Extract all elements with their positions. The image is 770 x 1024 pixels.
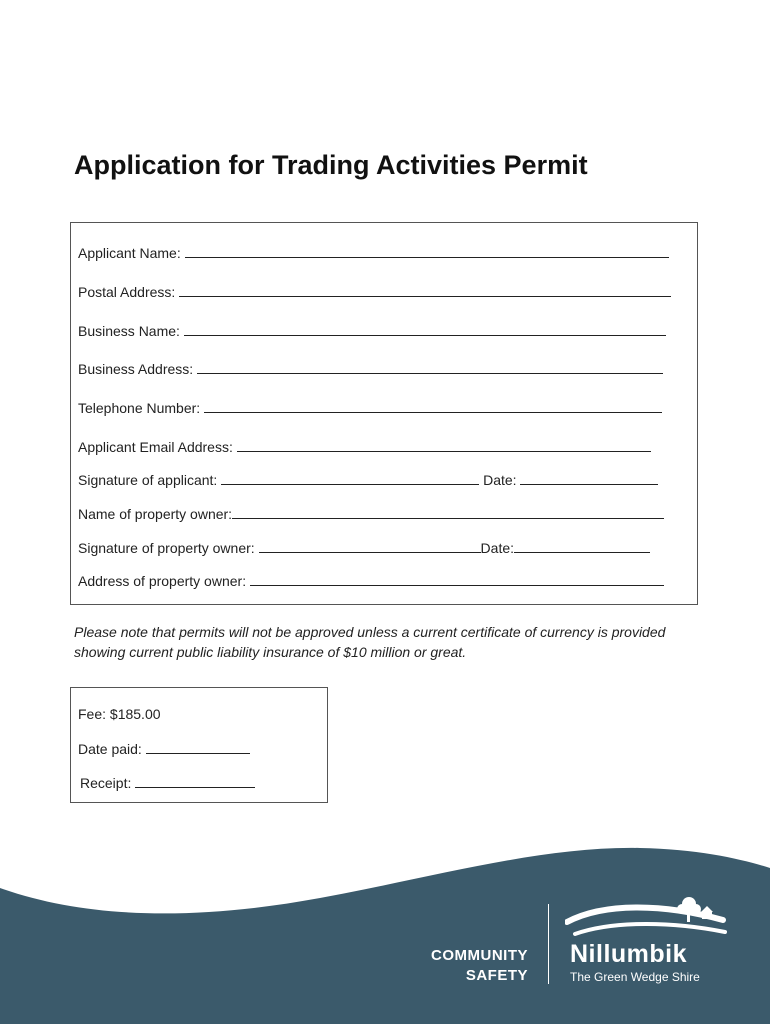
business-address-field[interactable]: Business Address: <box>78 359 663 377</box>
community-label: COMMUNITY <box>431 947 528 964</box>
telephone-number-line[interactable] <box>204 398 662 413</box>
property-owner-signature-field[interactable]: Signature of property owner: Date: <box>78 538 650 556</box>
property-owner-signature-date-line[interactable] <box>514 538 650 553</box>
property-owner-name-field[interactable]: Name of property owner: <box>78 504 664 522</box>
business-address-line[interactable] <box>197 359 663 374</box>
applicant-signature-date-line[interactable] <box>520 470 658 485</box>
applicant-name-line[interactable] <box>185 243 669 258</box>
date-paid-field[interactable]: Date paid: <box>78 739 250 757</box>
telephone-number-field[interactable]: Telephone Number: <box>78 398 662 416</box>
applicant-email-line[interactable] <box>237 437 651 452</box>
brand-tagline: The Green Wedge Shire <box>570 970 700 984</box>
property-owner-address-line[interactable] <box>250 571 664 586</box>
insurance-note: Please note that permits will not be approved unless a current certificate of currency is provided showing current public liability insurance of $10 million or great. <box>74 624 666 660</box>
date-paid-line[interactable] <box>146 739 250 754</box>
footer-divider <box>548 904 549 984</box>
nillumbik-landscape-logo-icon <box>565 892 730 942</box>
brand-name: Nillumbik <box>570 940 688 968</box>
business-name-line[interactable] <box>184 321 666 336</box>
property-owner-name-line[interactable] <box>232 504 664 519</box>
applicant-email-field[interactable]: Applicant Email Address: <box>78 437 651 455</box>
postal-address-line[interactable] <box>179 282 671 297</box>
applicant-signature-line[interactable] <box>221 470 479 485</box>
office-use-box <box>70 687 328 803</box>
applicant-name-field[interactable]: Applicant Name: <box>78 243 669 261</box>
receipt-field[interactable]: Receipt: <box>80 773 255 791</box>
fee-text: Fee: $185.00 <box>78 706 161 722</box>
page-title: Application for Trading Activities Permit <box>74 150 588 180</box>
receipt-line[interactable] <box>135 773 255 788</box>
postal-address-field[interactable]: Postal Address: <box>78 282 671 300</box>
property-owner-address-field[interactable]: Address of property owner: <box>78 571 664 589</box>
business-name-field[interactable]: Business Name: <box>78 321 666 339</box>
safety-label: SAFETY <box>465 967 528 984</box>
applicant-signature-field[interactable]: Signature of applicant: Date: <box>78 470 658 488</box>
applicant-details-box <box>70 222 698 605</box>
property-owner-signature-line[interactable] <box>259 538 481 553</box>
